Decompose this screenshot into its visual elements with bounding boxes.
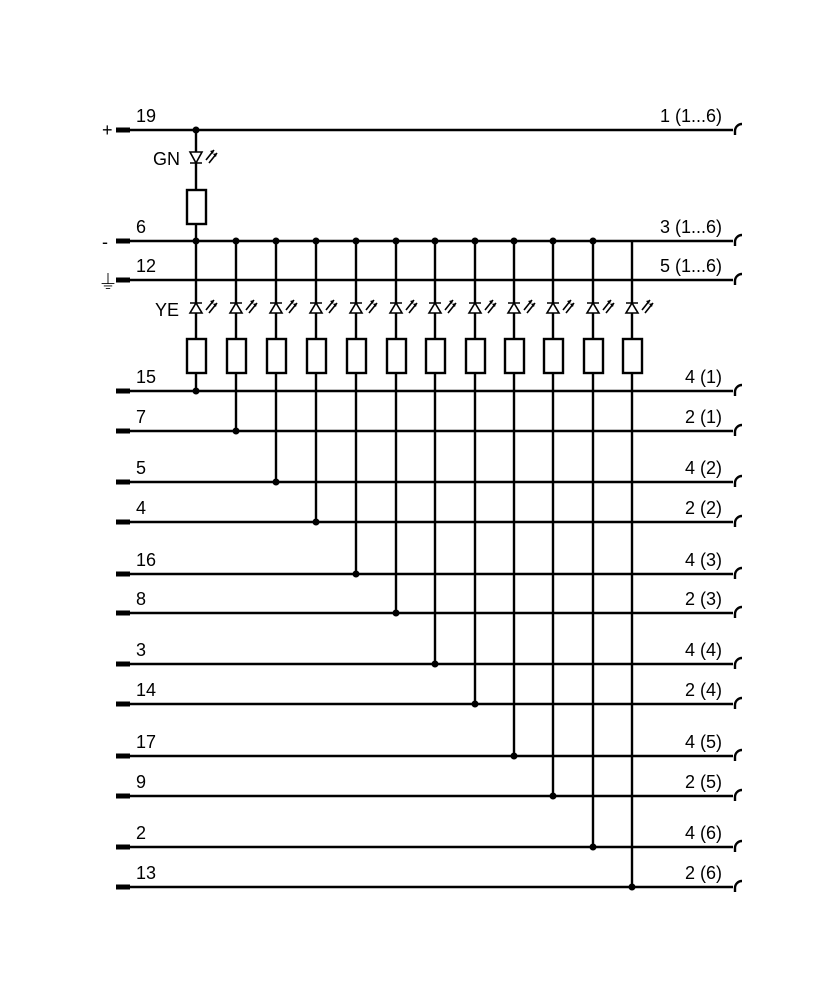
channel-resistor-icon-5	[347, 339, 366, 373]
signal-socket-icon-8	[735, 698, 742, 709]
channel-resistor-icon-12	[623, 339, 642, 373]
ground-symbol: ⏚	[98, 272, 118, 294]
channel-resistor-icon-10	[544, 339, 563, 373]
channel-led-icon-12	[626, 303, 638, 313]
channel-rail-junction-dot-9	[511, 238, 518, 245]
signal-left-label-5: 16	[136, 550, 157, 570]
channel-led-icon-6	[390, 303, 402, 313]
signal-socket-icon-3	[735, 476, 742, 487]
channel-signal-junction-dot-8	[472, 701, 479, 708]
channel-resistor-icon-9	[505, 339, 524, 373]
signal-left-label-10: 9	[136, 772, 147, 792]
channel-signal-junction-dot-9	[511, 753, 518, 760]
signal-socket-icon-10	[735, 790, 742, 801]
rail-left-label-3: 12	[136, 256, 157, 276]
power-resistor-icon	[187, 190, 206, 224]
channel-rail-junction-dot-2	[233, 238, 240, 245]
channel-rail-junction-dot-10	[550, 238, 557, 245]
power-led-icon	[190, 150, 217, 163]
channel-signal-junction-dot-12	[629, 884, 636, 891]
channel-signal-junction-dot-11	[590, 844, 597, 851]
channel-led-icon-2	[230, 303, 242, 313]
rail-left-label-2: 6	[136, 217, 147, 237]
channel-led-icon-4	[310, 303, 322, 313]
rail-socket-icon-1	[735, 124, 742, 135]
channel-led-icon-7	[429, 303, 441, 313]
channel-resistor-icon-4	[307, 339, 326, 373]
signal-right-label-11: 4 (6)	[684, 823, 722, 843]
channel-resistor-icon-1	[187, 339, 206, 373]
channel-resistor-icon-11	[584, 339, 603, 373]
channel-led-icon-11	[587, 303, 599, 313]
channel-signal-junction-dot-3	[273, 479, 280, 486]
signal-right-label-1: 4 (1)	[684, 367, 722, 387]
channel-led-icon-1	[190, 303, 202, 313]
signal-socket-icon-11	[735, 841, 742, 852]
signal-right-label-5: 4 (3)	[684, 550, 722, 570]
signal-left-label-4: 4	[136, 498, 147, 518]
channel-led-icon-8	[469, 303, 481, 313]
channel-rail-junction-dot-6	[393, 238, 400, 245]
channel-rail-junction-dot-7	[432, 238, 439, 245]
channel-resistor-icon-8	[466, 339, 485, 373]
channel-signal-junction-dot-5	[353, 571, 360, 578]
channel-resistor-icon-6	[387, 339, 406, 373]
rail-left-label-1: 19	[136, 106, 157, 126]
signal-right-label-2: 2 (1)	[684, 407, 722, 427]
channel-rail-junction-dot-4	[313, 238, 320, 245]
signal-left-label-2: 7	[136, 407, 147, 427]
signal-socket-icon-12	[735, 881, 742, 892]
signal-left-label-11: 2	[136, 823, 147, 843]
channel-signal-junction-dot-10	[550, 793, 557, 800]
channel-signal-junction-dot-4	[313, 519, 320, 526]
channel-signal-junction-dot-6	[393, 610, 400, 617]
signal-socket-icon-2	[735, 425, 742, 436]
signal-left-label-7: 3	[136, 640, 147, 660]
power-junction-dot	[193, 127, 200, 134]
minus-symbol: -	[102, 232, 108, 252]
signal-socket-icon-6	[735, 607, 742, 618]
channel-rail-junction-dot-11	[590, 238, 597, 245]
signal-socket-icon-5	[735, 568, 742, 579]
signal-right-label-10: 2 (5)	[684, 772, 722, 792]
rail-right-label-2: 3 (1...6)	[659, 217, 722, 237]
signal-right-label-4: 2 (2)	[684, 498, 722, 518]
signal-left-label-9: 17	[136, 732, 157, 752]
signal-left-label-8: 14	[136, 680, 157, 700]
rail-socket-icon-3	[735, 274, 742, 285]
channel-led-icon-3	[270, 303, 282, 313]
signal-left-label-1: 15	[136, 367, 157, 387]
channel-rail-junction-dot-1	[193, 238, 200, 245]
channel-led-icon-9	[508, 303, 520, 313]
channel-rail-junction-dot-3	[273, 238, 280, 245]
power-led-label: GN	[153, 149, 180, 169]
signal-left-label-6: 8	[136, 589, 147, 609]
signal-socket-icon-1	[735, 385, 742, 396]
rail-right-label-1: 1 (1...6)	[659, 106, 722, 126]
signal-right-label-3: 4 (2)	[684, 458, 722, 478]
signal-right-label-7: 4 (4)	[684, 640, 722, 660]
rail-socket-icon-2	[735, 235, 742, 246]
circuit-elements	[116, 106, 742, 892]
signal-led-label: YE	[155, 300, 180, 320]
channel-signal-junction-dot-2	[233, 428, 240, 435]
signal-socket-icon-7	[735, 658, 742, 669]
signal-right-label-8: 2 (4)	[684, 680, 722, 700]
channel-rail-junction-dot-8	[472, 238, 479, 245]
channel-resistor-icon-3	[267, 339, 286, 373]
signal-left-label-12: 13	[136, 863, 157, 883]
channel-signal-junction-dot-1	[193, 388, 200, 395]
channel-led-icon-5	[350, 303, 362, 313]
signal-left-label-3: 5	[136, 458, 147, 478]
channel-resistor-icon-2	[227, 339, 246, 373]
signal-right-label-6: 2 (3)	[684, 589, 722, 609]
channel-signal-junction-dot-7	[432, 661, 439, 668]
signal-socket-icon-9	[735, 750, 742, 761]
rail-right-label-3: 5 (1...6)	[659, 256, 722, 276]
plus-symbol: +	[102, 120, 113, 140]
signal-right-label-12: 2 (6)	[684, 863, 722, 883]
channel-resistor-icon-7	[426, 339, 445, 373]
signal-socket-icon-4	[735, 516, 742, 527]
signal-right-label-9: 4 (5)	[684, 732, 722, 752]
channel-led-icon-10	[547, 303, 559, 313]
channel-rail-junction-dot-5	[353, 238, 360, 245]
